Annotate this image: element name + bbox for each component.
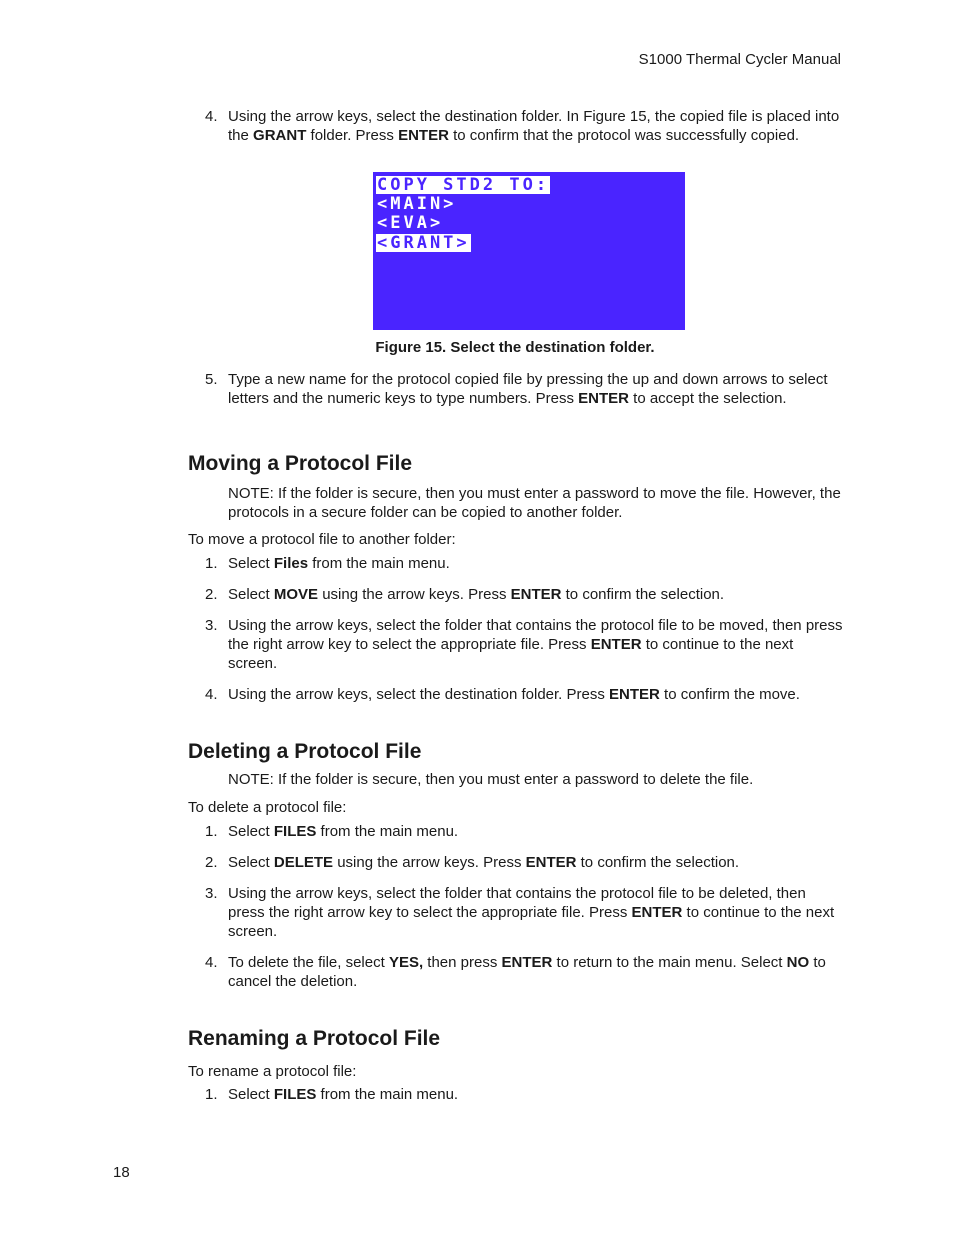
step-text: Select MOVE using the arrow keys. Press ENTER to confirm the selection. <box>228 586 725 603</box>
step-number: 1. <box>205 823 218 840</box>
deleting-note: NOTE: If the folder is secure, then you must enter a password to delete the file. <box>228 771 754 788</box>
step-text: Using the arrow keys, select the folder that contains the protocol file to be moved, then press the right arrow key to select the appropriate file. Press ENTER to continue to the next screen. <box>228 617 843 672</box>
step-number: 4. <box>205 954 218 971</box>
step-text: Using the arrow keys, select the destination folder. Press ENTER to confirm the move. <box>228 686 800 703</box>
heading-moving: Moving a Protocol File <box>188 452 413 475</box>
deleting-intro: To delete a protocol file: <box>188 799 347 816</box>
lcd-screen-figure <box>373 172 685 330</box>
step-text: Type a new name for the protocol copied file by pressing the up and down arrows to select letters and the numeric keys to type numbers. Press ENTER to accept the selection. <box>228 371 828 407</box>
step-text: Select DELETE using the arrow keys. Press ENTER to confirm the selection. <box>228 854 740 871</box>
figure-caption: Figure 15. Select the destination folder. <box>375 339 655 356</box>
step-number: 1. <box>205 555 218 572</box>
running-header: S1000 Thermal Cycler Manual <box>638 51 841 68</box>
lcd-folder-grant-selected: <GRANT> <box>377 233 470 253</box>
step-number: 4. <box>205 108 218 125</box>
step-number: 2. <box>205 586 218 603</box>
step-text: Select FILES from the main menu. <box>228 823 459 840</box>
step-text: Using the arrow keys, select the destination folder. In Figure 15, the copied file is placed into the GRANT folder. Press ENTER to confirm that the protocol was successfully copied. <box>228 108 840 144</box>
page-number: 18 <box>113 1164 130 1181</box>
heading-renaming: Renaming a Protocol File <box>188 1027 441 1050</box>
step-number: 1. <box>205 1086 218 1103</box>
step-text: To delete the file, select YES, then press ENTER to return to the main menu. Select NO to cancel the deletion. <box>228 954 826 990</box>
step-number: 3. <box>205 885 218 902</box>
step-number: 2. <box>205 854 218 871</box>
step-number: 5. <box>205 371 218 388</box>
step-text: Select Files from the main menu. <box>228 555 450 572</box>
moving-intro: To move a protocol file to another folder: <box>188 531 456 548</box>
lcd-folder-eva: <EVA> <box>377 213 444 233</box>
heading-deleting: Deleting a Protocol File <box>188 740 422 763</box>
step-text: Select FILES from the main menu. <box>228 1086 459 1103</box>
step-number: 4. <box>205 686 218 703</box>
lcd-folder-main: <MAIN> <box>377 194 457 214</box>
step-number: 3. <box>205 617 218 634</box>
lcd-title-line: COPY STD2 TO: <box>377 175 550 195</box>
step-text: Using the arrow keys, select the folder that contains the protocol file to be deleted, then press the right arrow key to select the appropriate file. Press ENTER to continue to the next screen. <box>228 885 835 940</box>
renaming-intro: To rename a protocol file: <box>188 1063 357 1080</box>
moving-note: NOTE: If the folder is secure, then you must enter a password to move the file. However, the protocols in a secure folder can be copied to another folder. <box>228 485 841 521</box>
